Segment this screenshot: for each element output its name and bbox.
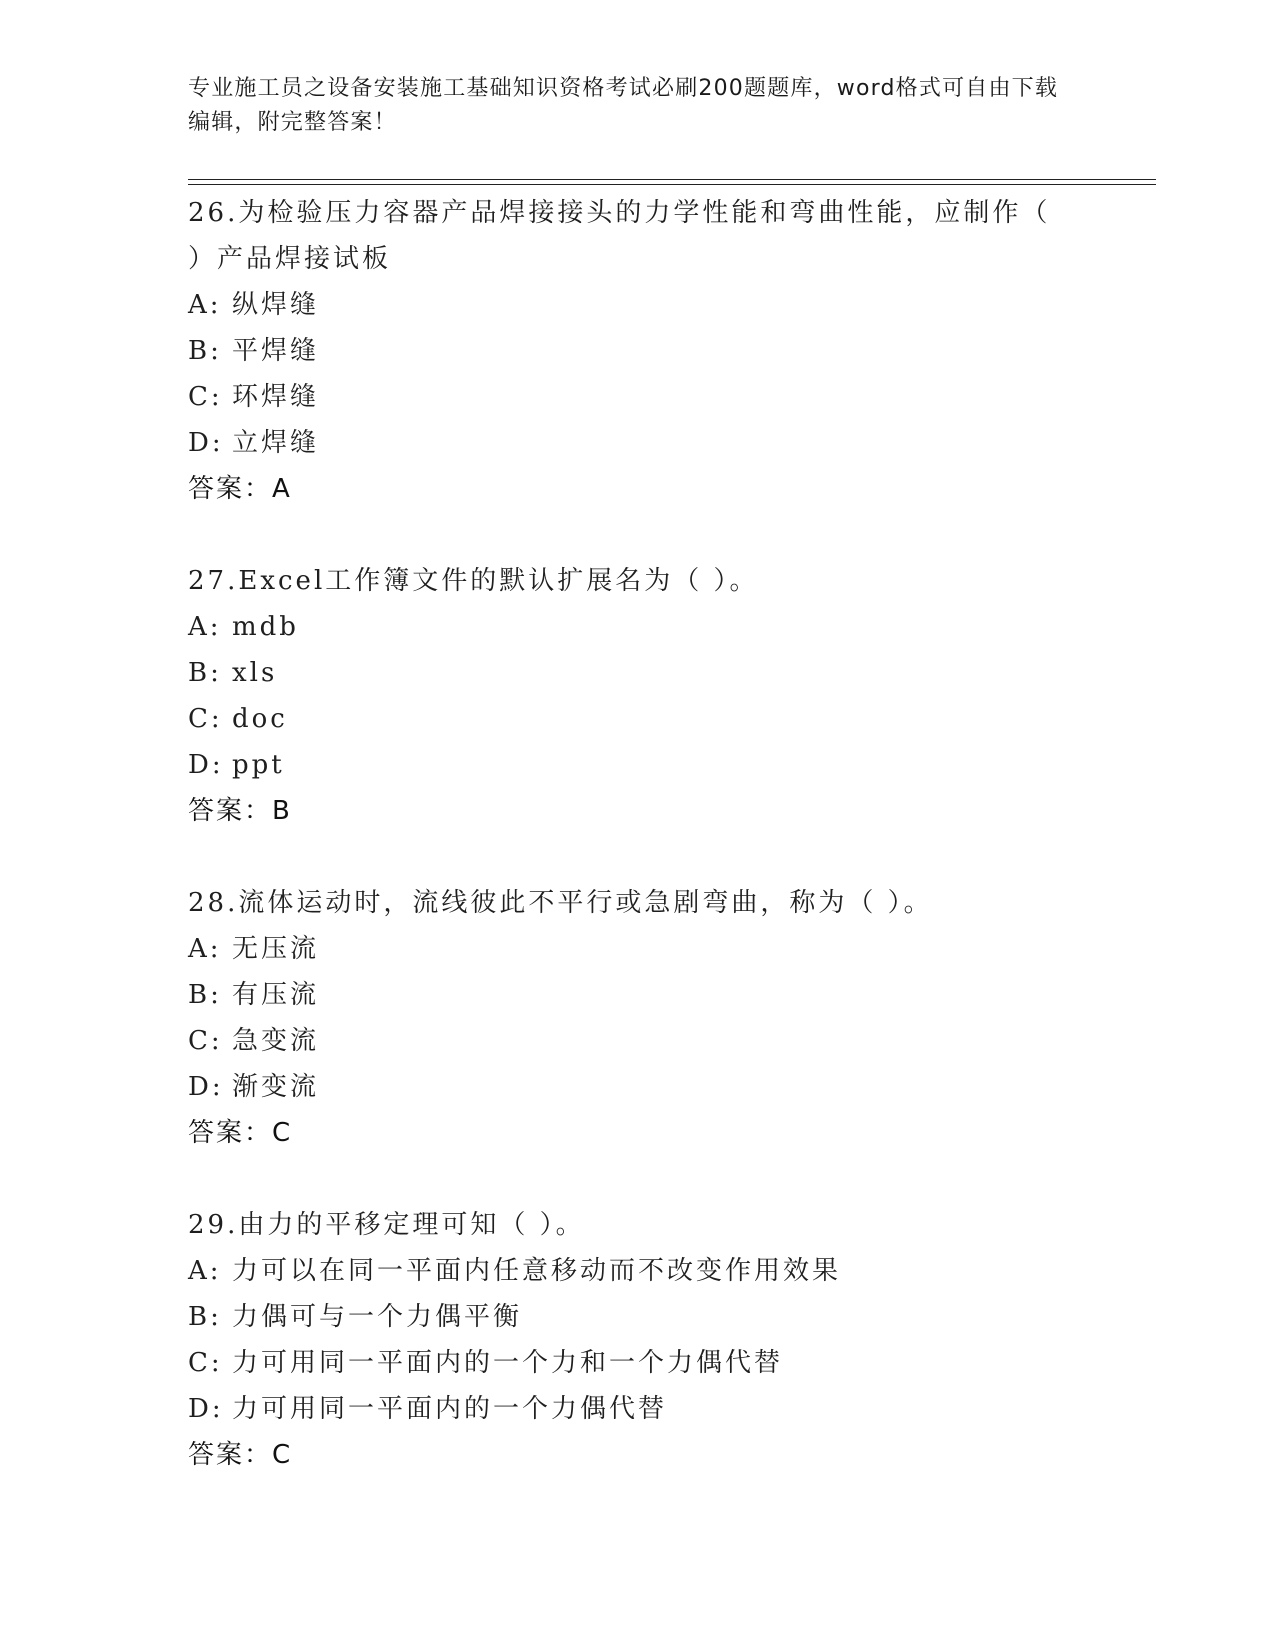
option-key: A: — [188, 1256, 222, 1286]
option-a — [188, 604, 1068, 650]
answer-line: 答案：C — [188, 1118, 293, 1148]
option-key: A: — [188, 934, 222, 964]
option-d — [188, 1386, 1068, 1432]
option-b — [188, 328, 1068, 374]
option-b — [188, 972, 1068, 1018]
option-key: A: — [188, 612, 222, 642]
question-text: 29.由力的平移定理可知（ ）。 — [188, 1210, 585, 1240]
option-key: C: — [188, 382, 223, 412]
answer-line: 答案：C — [188, 1440, 293, 1470]
question-text: 28.流体运动时，流线彼此不平行或急剧弯曲，称为（ ）。 — [188, 888, 933, 918]
option-text: 渐变流 — [232, 1072, 320, 1102]
option-key: B: — [188, 658, 222, 688]
option-text: 环焊缝 — [232, 382, 320, 412]
document-header: 专业施工员之设备安装施工基础知识资格考试必刷200题题库，word格式可自由下载编辑，附完整答案！ — [188, 76, 1059, 135]
option-text: 纵焊缝 — [232, 290, 320, 320]
option-key: B: — [188, 336, 222, 366]
header-divider-bottom — [188, 184, 1156, 185]
option-text: ppt — [232, 750, 285, 780]
option-key: B: — [188, 980, 222, 1010]
option-a — [188, 926, 1068, 972]
question-text: 26.为检验压力容器产品焊接接头的力学性能和弯曲性能，应制作（ ）产品焊接试板 — [188, 198, 1051, 274]
option-key: C: — [188, 1348, 223, 1378]
option-b — [188, 650, 1068, 696]
option-key: C: — [188, 1026, 223, 1056]
option-key: C: — [188, 704, 223, 734]
option-d — [188, 1064, 1068, 1110]
header-divider-top — [188, 179, 1156, 180]
question-27 — [188, 558, 1068, 834]
option-c — [188, 696, 1068, 742]
option-d — [188, 420, 1068, 466]
question-list — [188, 190, 1068, 1524]
question-text: 27.Excel工作簿文件的默认扩展名为（ ）。 — [188, 566, 759, 596]
option-a — [188, 1248, 1068, 1294]
option-text: 无压流 — [232, 934, 320, 964]
option-b — [188, 1294, 1068, 1340]
option-text: mdb — [232, 612, 299, 642]
option-c — [188, 374, 1068, 420]
question-28 — [188, 880, 1068, 1156]
option-text: 力可以在同一平面内任意移动而不改变作用效果 — [232, 1256, 842, 1286]
option-key: B: — [188, 1302, 222, 1332]
option-key: D: — [188, 428, 224, 458]
answer-line: 答案：B — [188, 796, 292, 826]
question-26 — [188, 190, 1068, 512]
option-d — [188, 742, 1068, 788]
option-text: xls — [232, 658, 278, 688]
option-text: 立焊缝 — [232, 428, 320, 458]
option-text: doc — [232, 704, 288, 734]
question-29 — [188, 1202, 1068, 1478]
option-c — [188, 1018, 1068, 1064]
option-text: 力可用同一平面内的一个力偶代替 — [232, 1394, 668, 1424]
option-text: 有压流 — [232, 980, 320, 1010]
option-text: 急变流 — [232, 1026, 320, 1056]
option-c — [188, 1340, 1068, 1386]
option-key: D: — [188, 1394, 224, 1424]
option-key: D: — [188, 1072, 224, 1102]
option-text: 力可用同一平面内的一个力和一个力偶代替 — [232, 1348, 784, 1378]
option-a — [188, 282, 1068, 328]
option-key: D: — [188, 750, 224, 780]
option-text: 平焊缝 — [232, 336, 320, 366]
answer-line: 答案：A — [188, 474, 292, 504]
option-key: A: — [188, 290, 222, 320]
option-text: 力偶可与一个力偶平衡 — [232, 1302, 523, 1332]
